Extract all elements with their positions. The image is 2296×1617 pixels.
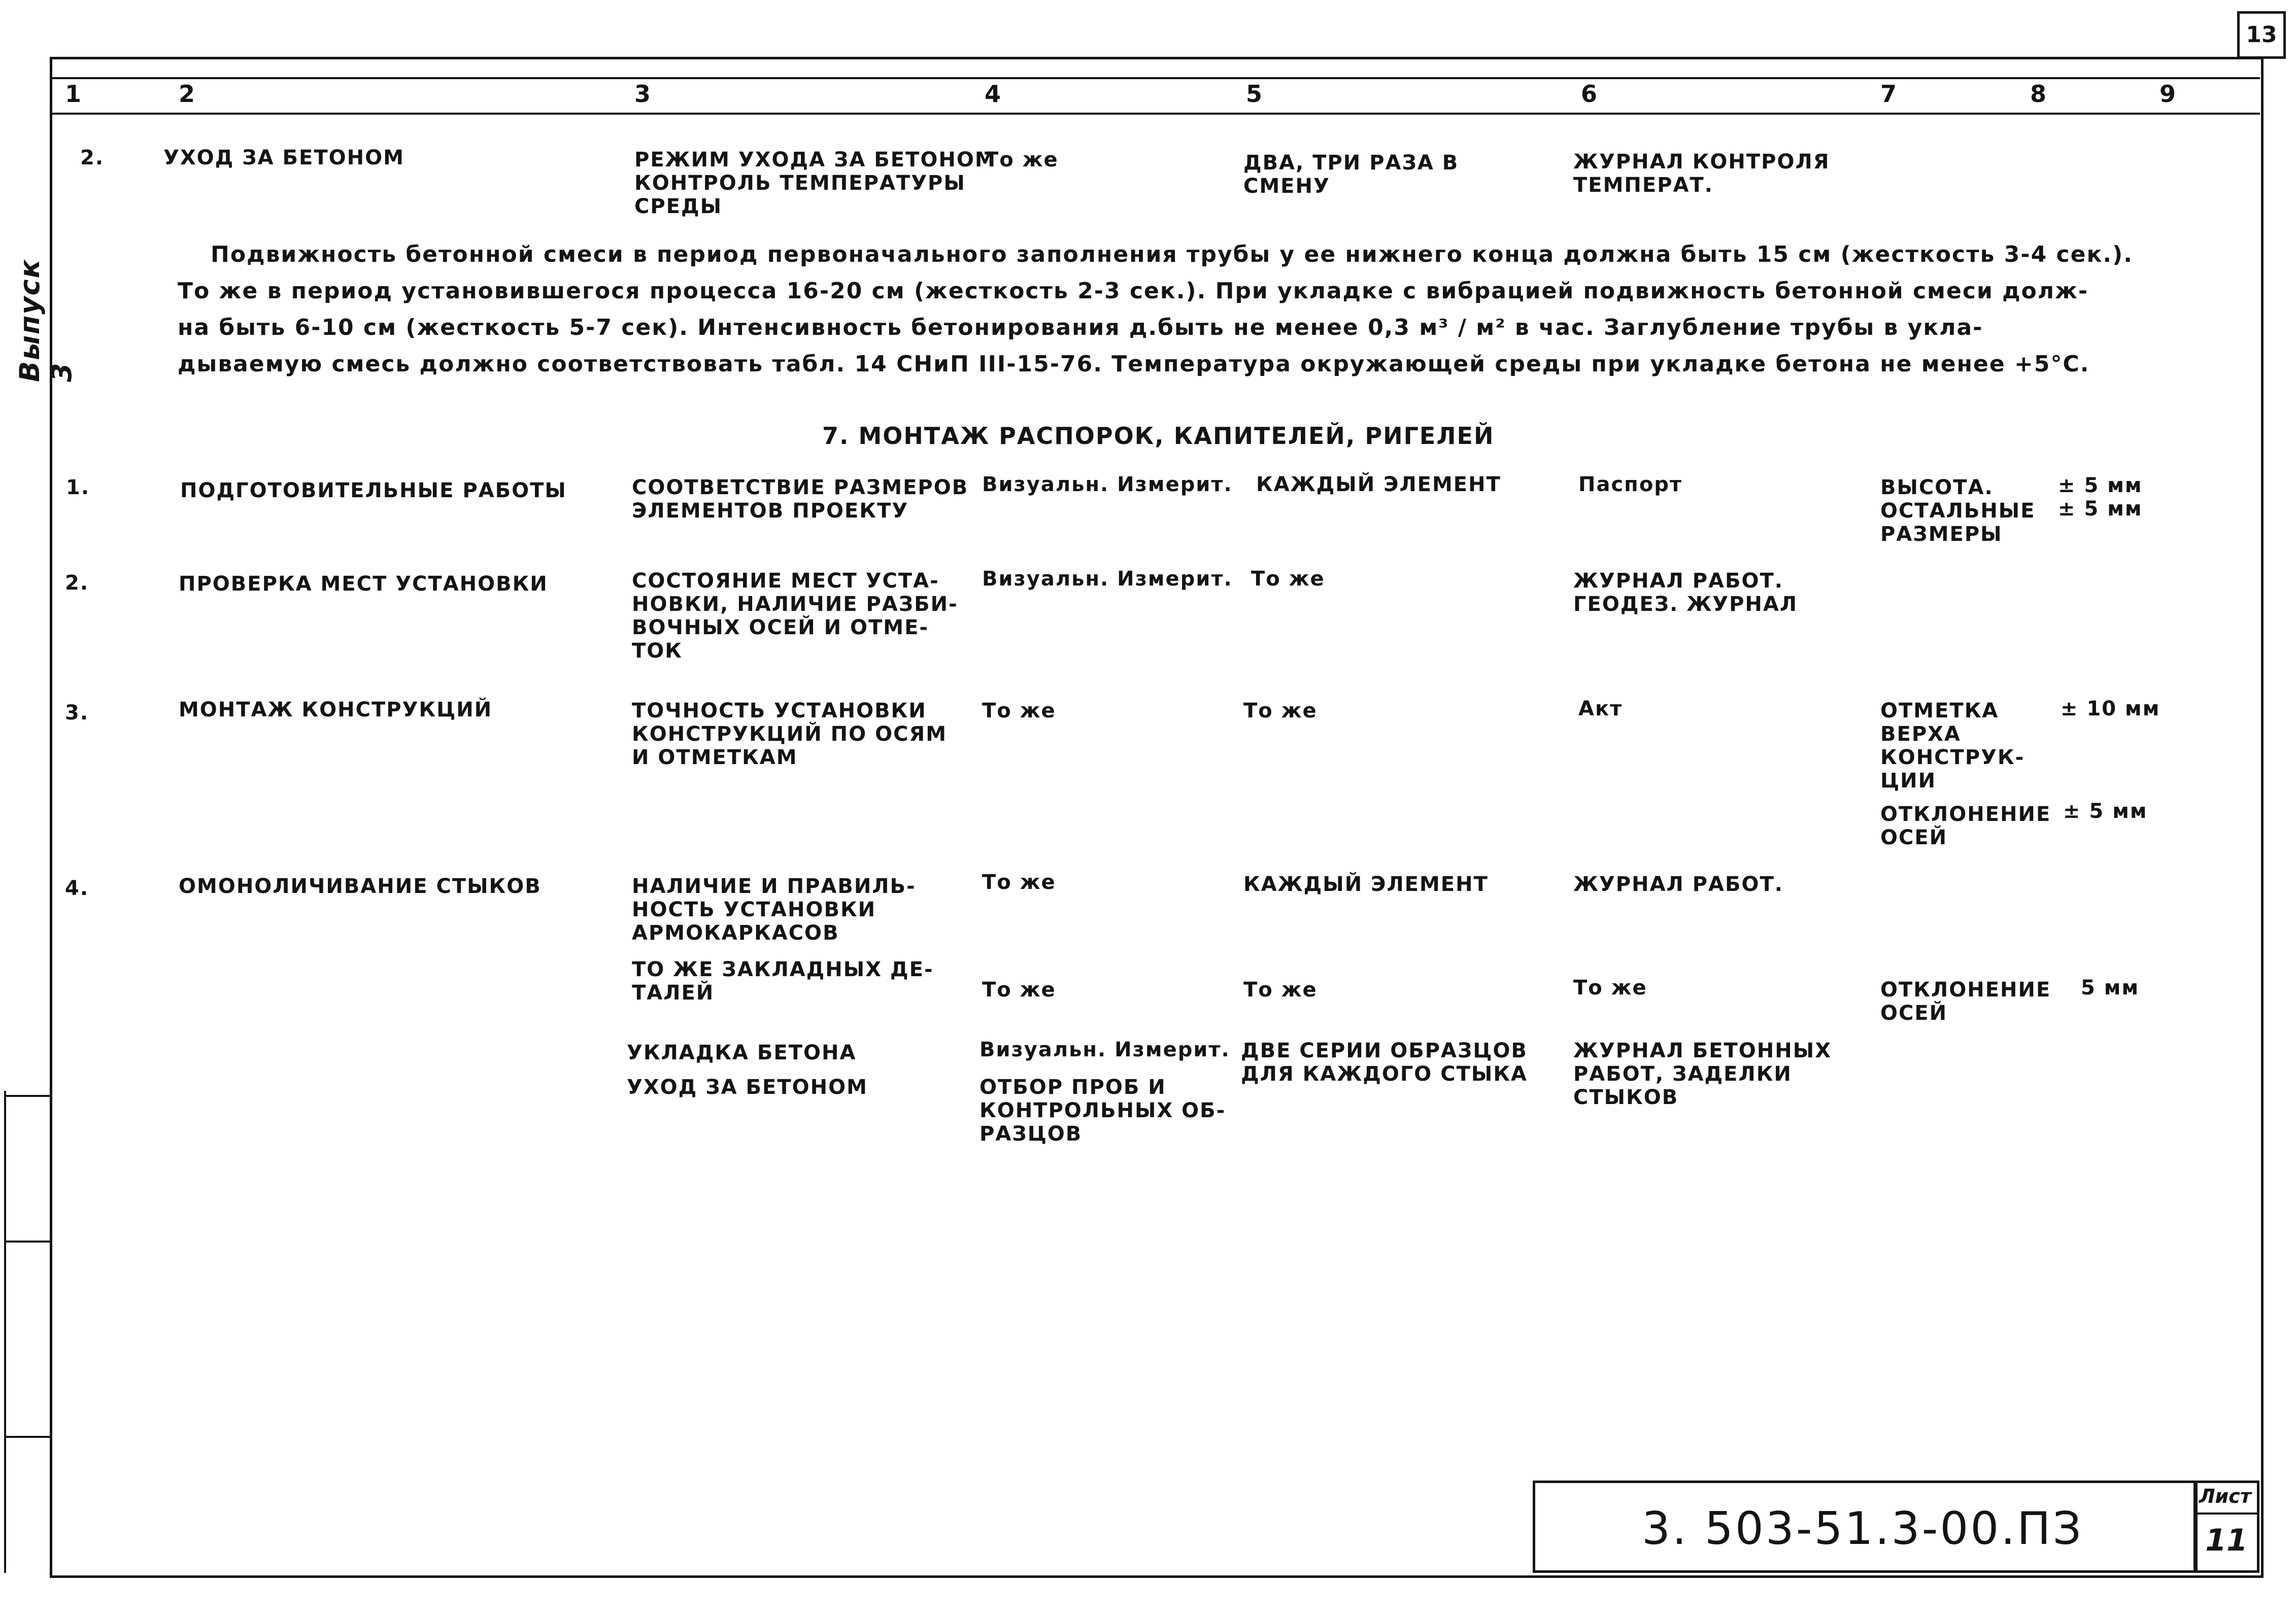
control-method: То же <box>982 871 1056 894</box>
tolerance-value: ± 10 мм <box>2061 697 2160 720</box>
control-frequency-line: СМЕНУ <box>1243 175 1330 198</box>
record-document-line: ГЕОДЕЗ. ЖУРНАЛ <box>1573 593 1798 616</box>
control-subject-line: СООТВЕТСТВИЕ РАЗМЕРОВ <box>632 476 969 499</box>
control-frequency-line: ДЛЯ КАЖДОГО СТЫКА <box>1241 1062 1528 1086</box>
row-number: 2. <box>65 571 89 595</box>
record-document-line: СТЫКОВ <box>1573 1086 1679 1109</box>
work-name: МОНТАЖ КОНСТРУКЦИЙ <box>179 698 493 721</box>
column-number: 8 <box>2030 80 2047 108</box>
column-number: 7 <box>1880 80 1897 108</box>
control-subject-line: ТОЧНОСТЬ УСТАНОВКИ <box>632 699 927 723</box>
sheet-top-number: 13 <box>2246 22 2277 48</box>
sheet-number: 11 <box>2205 1523 2248 1558</box>
work-name: ОМОНОЛИЧИВАНИЕ СТЫКОВ <box>179 875 542 898</box>
column-number: 4 <box>985 80 1001 108</box>
side-label: Выпуск 3 <box>14 258 78 382</box>
sheet-label: Лист <box>2199 1485 2251 1507</box>
control-method-line: ОТБОР ПРОБ И <box>980 1076 1166 1099</box>
column-number: 3 <box>634 80 651 108</box>
control-subject-line: СОСТОЯНИЕ МЕСТ УСТА- <box>632 569 939 593</box>
header-top-line <box>52 77 2260 79</box>
note-paragraph-line: Подвижность бетонной смеси в период первоначального заполнения трубы у ее нижнего конца должна быть 15 см (жесткость 3-4 сек.). <box>211 242 2133 267</box>
tolerance-value: ± 5 мм <box>2058 497 2143 521</box>
row-number: 2. <box>80 146 105 169</box>
control-subject-line: И ОТМЕТКАМ <box>632 746 798 769</box>
sheet-number-box <box>2237 11 2286 59</box>
control-method: То же <box>985 148 1059 171</box>
checked-parameter-line: КОНСТРУК- <box>1880 746 2025 769</box>
note-paragraph-line: на быть 6-10 см (жесткость 5-7 сек). Интенсивность бетонирования д.быть не менее 0,3 м³ / м² в час. Заглубление трубы в укла- <box>178 315 1983 340</box>
document-code: 3. 503-51.3-00.ПЗ <box>1642 1502 2083 1555</box>
control-subject-line: НОВКИ, НАЛИЧИЕ РАЗБИ- <box>632 593 958 616</box>
row-number: 3. <box>65 701 89 725</box>
control-frequency: КАЖДЫЙ ЭЛЕМЕНТ <box>1243 873 1489 896</box>
binding-margin-line <box>4 1091 6 1573</box>
sheet-box <box>2193 1481 2259 1573</box>
control-subject-line: ТАЛЕЙ <box>632 981 715 1005</box>
checked-parameter-line: ОТКЛОНЕНИЕ <box>1880 978 2051 1002</box>
record-document: Акт <box>1578 697 1623 720</box>
record-document-line: ЖУРНАЛ РАБОТ. <box>1573 569 1783 593</box>
control-subject-line: ТО ЖЕ ЗАКЛАДНЫХ ДЕ- <box>632 958 934 981</box>
sheet-box-divider <box>2196 1512 2257 1515</box>
control-method: То же <box>982 978 1056 1002</box>
title-block <box>1533 1481 2198 1573</box>
column-number: 6 <box>1581 80 1598 108</box>
control-subject-line: ЭЛЕМЕНТОВ ПРОЕКТУ <box>632 499 909 523</box>
row-number: 1. <box>66 476 90 499</box>
control-subject-line: НАЛИЧИЕ И ПРАВИЛЬ- <box>632 875 916 898</box>
checked-parameter-line: ВЕРХА <box>1880 723 1961 746</box>
tolerance-value: ± 5 мм <box>2063 800 2148 823</box>
control-frequency: То же <box>1243 699 1318 723</box>
control-subject-line: КОНТРОЛЬ ТЕМПЕРАТУРЫ <box>634 171 966 195</box>
control-subject-line: УХОД ЗА БЕТОНОМ <box>627 1076 868 1099</box>
checked-parameter-line: ОСЕЙ <box>1880 1002 1948 1025</box>
record-document-line: ТЕМПЕРАТ. <box>1573 174 1713 197</box>
control-subject-line: ВОЧНЫХ ОСЕЙ И ОТМЕ- <box>632 616 929 639</box>
column-number: 5 <box>1246 80 1263 108</box>
tolerance-value: ± 5 мм <box>2058 474 2143 497</box>
binding-mark <box>4 1241 50 1243</box>
record-document-line: ЖУРНАЛ БЕТОННЫХ <box>1573 1039 1832 1062</box>
column-number: 9 <box>2159 80 2176 108</box>
control-method: То же <box>982 699 1056 723</box>
column-number: 1 <box>65 80 82 108</box>
tolerance-value: 5 мм <box>2081 976 2140 1000</box>
control-subject-line: АРМОКАРКАСОВ <box>632 921 839 945</box>
record-document: Паспорт <box>1578 473 1683 496</box>
control-frequency-line: ДВЕ СЕРИИ ОБРАЗЦОВ <box>1241 1039 1528 1062</box>
work-name: УХОД ЗА БЕТОНОМ <box>163 146 404 169</box>
header-bottom-line <box>52 113 2260 115</box>
note-paragraph-line: дываемую смесь должно соответствовать табл. 14 СНиП III-15-76. Температура окружающей среды при укладке бетона не менее +5°С. <box>178 351 2090 377</box>
control-frequency: То же <box>1243 978 1318 1002</box>
control-method-line: РАЗЦОВ <box>980 1122 1083 1146</box>
record-document-line: РАБОТ, ЗАДЕЛКИ <box>1573 1062 1792 1086</box>
control-subject-line: РЕЖИМ УХОДА ЗА БЕТОНОМ <box>634 148 996 171</box>
checked-parameter-line: ОСТАЛЬНЫЕ <box>1880 499 2036 523</box>
control-method: Визуальн. Измерит. <box>982 567 1233 591</box>
control-frequency: КАЖДЫЙ ЭЛЕМЕНТ <box>1256 473 1501 496</box>
section-title: 7. МОНТАЖ РАСПОРОК, КАПИТЕЛЕЙ, РИГЕЛЕЙ <box>822 422 1495 450</box>
record-document: ЖУРНАЛ РАБОТ. <box>1573 873 1783 896</box>
checked-parameter-line: ОСЕЙ <box>1880 826 1948 849</box>
control-method: Визуальн. Измерит. <box>982 473 1233 496</box>
work-name: ПОДГОТОВИТЕЛЬНЫЕ РАБОТЫ <box>180 479 567 502</box>
control-frequency: То же <box>1251 567 1325 591</box>
checked-parameter-line: ОТМЕТКА <box>1880 699 1999 723</box>
binding-mark <box>4 1095 50 1097</box>
record-document: То же <box>1573 976 1647 1000</box>
control-frequency-line: ДВА, ТРИ РАЗА В <box>1243 151 1459 175</box>
checked-parameter-line: ВЫСОТА. <box>1880 476 1994 499</box>
row-number: 4. <box>65 877 89 900</box>
control-subject-line: УКЛАДКА БЕТОНА <box>627 1041 857 1064</box>
control-subject-line: ТОК <box>632 639 683 663</box>
work-name: ПРОВЕРКА МЕСТ УСТАНОВКИ <box>179 572 548 596</box>
control-method-line: КОНТРОЛЬНЫХ ОБ- <box>980 1099 1226 1122</box>
control-subject-line: НОСТЬ УСТАНОВКИ <box>632 898 876 921</box>
control-subject-line: КОНСТРУКЦИЙ ПО ОСЯМ <box>632 723 948 746</box>
checked-parameter-line: ЦИИ <box>1880 769 1937 793</box>
control-subject-line: СРЕДЫ <box>634 195 723 218</box>
note-paragraph-line: То же в период установившегося процесса 16-20 см (жесткость 2-3 сек.). При укладке с вибрацией подвижность бетонной смеси долж- <box>178 278 2089 304</box>
column-number: 2 <box>179 80 195 108</box>
checked-parameter-line: РАЗМЕРЫ <box>1880 523 2003 546</box>
binding-mark <box>4 1436 50 1438</box>
checked-parameter-line: ОТКЛОНЕНИЕ <box>1880 803 2051 826</box>
record-document-line: ЖУРНАЛ КОНТРОЛЯ <box>1573 150 1830 174</box>
control-method-line: Визуальн. Измерит. <box>980 1038 1230 1061</box>
